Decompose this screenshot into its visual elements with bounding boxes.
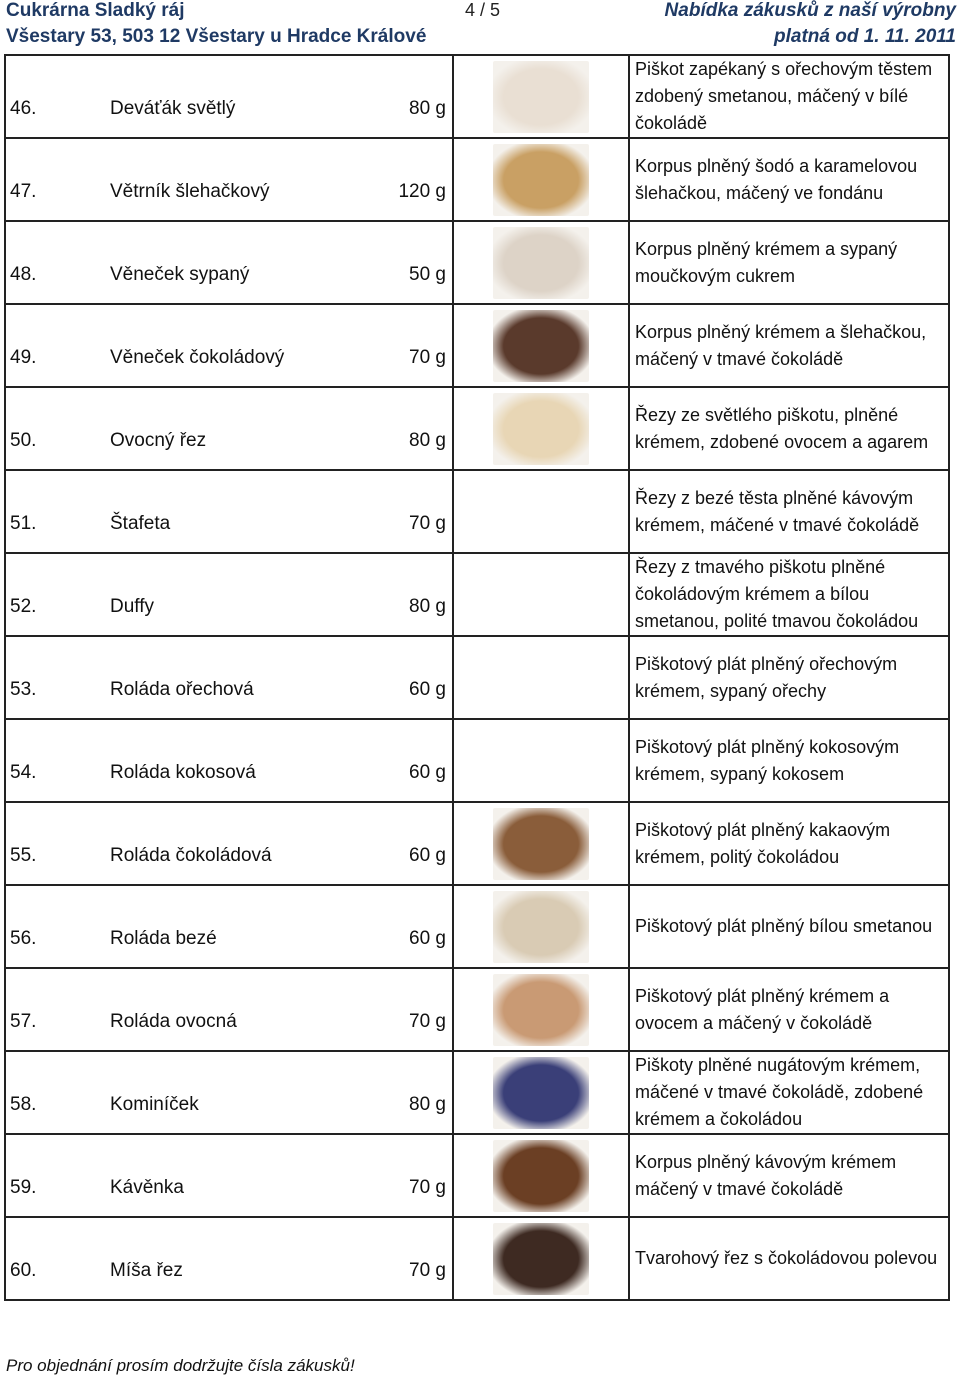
item-name-text: Kávěnka xyxy=(110,1176,184,1198)
table-row xyxy=(5,636,949,719)
item-name xyxy=(106,719,338,802)
item-number-text: 58. xyxy=(10,1093,37,1115)
item-name xyxy=(106,387,338,470)
item-description: Piškot zapékaný s ořechovým těstem zdobený smetanou, máčený v bílé čokoládě xyxy=(629,55,949,138)
item-name-text: Roláda ovocná xyxy=(110,1010,237,1032)
item-name-text: Roláda bezé xyxy=(110,927,217,949)
item-photo-cell xyxy=(453,719,629,802)
item-number-text: 50. xyxy=(10,429,37,451)
item-photo-cell xyxy=(453,1051,629,1134)
item-photo-cell xyxy=(453,470,629,553)
item-number xyxy=(5,55,106,138)
item-description: Řezy ze světlého piškotu, plněné krémem, zdobené ovocem a agarem xyxy=(629,387,949,470)
item-name-text: Větrník šlehačkový xyxy=(110,180,270,202)
item-number-text: 56. xyxy=(10,927,37,949)
item-weight-text: 60 g xyxy=(409,927,446,949)
shop-name: Cukrárna Sladký ráj xyxy=(6,0,185,21)
item-weight-text: 60 g xyxy=(409,678,446,700)
item-name xyxy=(106,553,338,636)
item-weight xyxy=(338,221,453,304)
item-number xyxy=(5,138,106,221)
item-number xyxy=(5,1217,106,1300)
item-name-text: Deváťák světlý xyxy=(110,97,236,119)
item-name xyxy=(106,138,338,221)
item-number xyxy=(5,802,106,885)
item-number xyxy=(5,221,106,304)
item-photo-cell xyxy=(453,138,629,221)
item-number-text: 60. xyxy=(10,1259,37,1281)
item-weight xyxy=(338,304,453,387)
item-name xyxy=(106,55,338,138)
chocolate-wreath-photo xyxy=(493,310,589,382)
item-number-text: 59. xyxy=(10,1176,37,1198)
item-name xyxy=(106,470,338,553)
item-name-text: Roláda ořechová xyxy=(110,678,254,700)
item-number-text: 46. xyxy=(10,97,37,119)
item-description: Piškotový plát plněný krémem a ovocem a máčený v čokoládě xyxy=(629,968,949,1051)
item-number-text: 53. xyxy=(10,678,37,700)
item-description: Tvarohový řez s čokoládovou polevou xyxy=(629,1217,949,1300)
table-row xyxy=(5,304,949,387)
item-number-text: 48. xyxy=(10,263,37,285)
item-photo-cell xyxy=(453,221,629,304)
item-number-text: 49. xyxy=(10,346,37,368)
item-number-text: 55. xyxy=(10,844,37,866)
item-weight-text: 70 g xyxy=(409,346,446,368)
table-row xyxy=(5,885,949,968)
table-row xyxy=(5,968,949,1051)
item-weight xyxy=(338,470,453,553)
offer-title: Nabídka zákusků z naší výrobny xyxy=(664,0,956,21)
table-row xyxy=(5,221,949,304)
item-description: Korpus plněný krémem a sypaný moučkovým cukrem xyxy=(629,221,949,304)
item-photo-cell xyxy=(453,968,629,1051)
item-weight xyxy=(338,387,453,470)
choux-pastry-photo xyxy=(493,144,589,216)
item-weight xyxy=(338,1051,453,1134)
item-weight xyxy=(338,1134,453,1217)
item-description: Řezy z bezé těsta plněné kávovým krémem, máčené v tmavé čokoládě xyxy=(629,470,949,553)
order-note: Pro objednání prosím dodržujte čísla zákusků! xyxy=(6,1356,355,1375)
item-weight-text: 60 g xyxy=(409,844,446,866)
item-photo-cell xyxy=(453,802,629,885)
item-weight xyxy=(338,138,453,221)
item-description: Piškoty plněné nugátovým krémem, máčené v tmavé čokoládě, zdobené krémem a čokoládou xyxy=(629,1051,949,1134)
page-number: 4 / 5 xyxy=(465,0,501,20)
item-name-text: Věneček čokoládový xyxy=(110,346,285,368)
item-photo-cell xyxy=(453,387,629,470)
table-row xyxy=(5,1051,949,1134)
item-weight xyxy=(338,553,453,636)
table-row xyxy=(5,55,949,138)
item-name-text: Ovocný řez xyxy=(110,429,207,451)
item-number-text: 52. xyxy=(10,595,37,617)
item-number xyxy=(5,719,106,802)
item-weight-text: 70 g xyxy=(409,1010,446,1032)
item-name xyxy=(106,221,338,304)
item-weight-text: 70 g xyxy=(409,1259,446,1281)
pastry-table xyxy=(4,54,950,1301)
item-number xyxy=(5,636,106,719)
table-row xyxy=(5,553,949,636)
item-name-text: Duffy xyxy=(110,595,155,617)
table-row xyxy=(5,470,949,553)
item-weight-text: 80 g xyxy=(409,429,446,451)
item-description: Korpus plněný krémem a šlehačkou, máčený v tmavé čokoládě xyxy=(629,304,949,387)
item-photo-cell xyxy=(453,636,629,719)
item-weight-text: 60 g xyxy=(409,761,446,783)
fruit-roll-photo xyxy=(493,974,589,1046)
eclair-photo xyxy=(493,1140,589,1212)
valid-from: platná od 1. 11. 2011 xyxy=(774,26,956,47)
item-weight-text: 70 g xyxy=(409,512,446,534)
item-number xyxy=(5,885,106,968)
item-name-text: Kominíček xyxy=(110,1093,199,1115)
meringue-roll-photo xyxy=(493,891,589,963)
item-number xyxy=(5,304,106,387)
item-name-text: Roláda kokosová xyxy=(110,761,256,783)
item-photo-cell xyxy=(453,1217,629,1300)
item-number xyxy=(5,470,106,553)
item-number-text: 57. xyxy=(10,1010,37,1032)
item-name xyxy=(106,636,338,719)
item-weight-text: 80 g xyxy=(409,1093,446,1115)
sugared-wreath-photo xyxy=(493,227,589,299)
item-weight-text: 80 g xyxy=(409,595,446,617)
item-name xyxy=(106,304,338,387)
item-description: Piškotový plát plněný bílou smetanou xyxy=(629,885,949,968)
item-description: Piškotový plát plněný ořechovým krémem, sypaný ořechy xyxy=(629,636,949,719)
chocolate-roll-photo xyxy=(493,808,589,880)
item-weight xyxy=(338,802,453,885)
item-weight xyxy=(338,885,453,968)
item-name-text: Míša řez xyxy=(110,1259,183,1281)
item-weight-text: 50 g xyxy=(409,263,446,285)
chimney-sweep-photo xyxy=(493,1057,589,1129)
item-photo-cell xyxy=(453,553,629,636)
item-weight xyxy=(338,968,453,1051)
item-name-text: Věneček sypaný xyxy=(110,263,250,285)
item-name xyxy=(106,885,338,968)
table-row xyxy=(5,719,949,802)
table-row xyxy=(5,1217,949,1300)
table-row xyxy=(5,387,949,470)
page-header xyxy=(0,0,960,52)
item-description: Korpus plněný kávovým krémem máčený v tmavé čokoládě xyxy=(629,1134,949,1217)
item-name xyxy=(106,1217,338,1300)
item-description: Korpus plněný šodó a karamelovou šlehačkou, máčený ve fondánu xyxy=(629,138,949,221)
item-description: Piškotový plát plněný kakaovým krémem, politý čokoládou xyxy=(629,802,949,885)
item-weight xyxy=(338,55,453,138)
fruit-slice-photo xyxy=(493,393,589,465)
item-weight xyxy=(338,636,453,719)
item-name xyxy=(106,1134,338,1217)
item-photo-cell xyxy=(453,55,629,138)
item-name xyxy=(106,1051,338,1134)
item-number xyxy=(5,553,106,636)
table-row xyxy=(5,138,949,221)
item-description: Piškotový plát plněný kokosovým krémem, sypaný kokosem xyxy=(629,719,949,802)
item-number xyxy=(5,1051,106,1134)
item-number-text: 47. xyxy=(10,180,37,202)
item-description: Řezy z tmavého piškotu plněné čokoládovým krémem a bílou smetanou, polité tmavou čokoládou xyxy=(629,553,949,636)
item-number xyxy=(5,1134,106,1217)
item-name-text: Roláda čokoládová xyxy=(110,844,272,866)
item-number-text: 54. xyxy=(10,761,37,783)
item-weight xyxy=(338,1217,453,1300)
item-photo-cell xyxy=(453,304,629,387)
item-weight xyxy=(338,719,453,802)
item-photo-cell xyxy=(453,1134,629,1217)
table-row xyxy=(5,1134,949,1217)
item-number-text: 51. xyxy=(10,512,37,534)
item-name xyxy=(106,802,338,885)
item-weight-text: 70 g xyxy=(409,1176,446,1198)
shop-address: Všestary 53, 503 12 Všestary u Hradce Králové xyxy=(6,26,427,47)
item-number xyxy=(5,387,106,470)
item-weight-text: 120 g xyxy=(398,180,446,202)
item-number xyxy=(5,968,106,1051)
item-name xyxy=(106,968,338,1051)
item-weight-text: 80 g xyxy=(409,97,446,119)
meringue-cake-photo xyxy=(493,61,589,133)
item-photo-cell xyxy=(453,885,629,968)
table-row xyxy=(5,802,949,885)
item-name-text: Štafeta xyxy=(110,512,171,534)
chocolate-layer-slice-photo xyxy=(493,1223,589,1295)
